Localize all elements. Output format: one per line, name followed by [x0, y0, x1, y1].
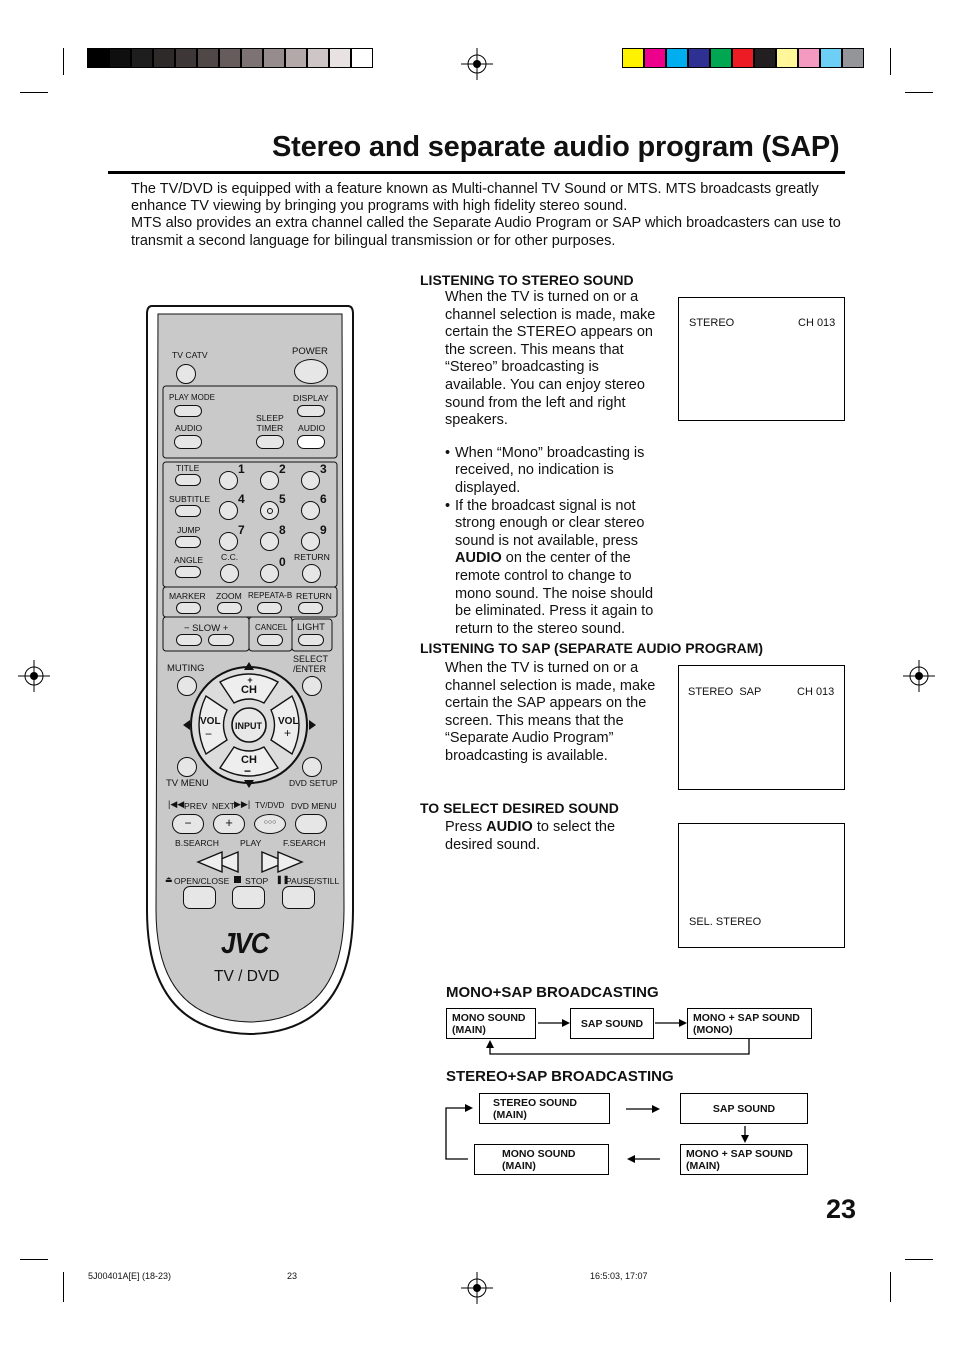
f-search-button[interactable] — [280, 850, 320, 874]
crop-mark — [905, 1259, 933, 1260]
dvd-setup-label: DVD SETUP — [289, 778, 338, 788]
flow-box-mono-sap-sound: MONO + SAP SOUND (MAIN) — [680, 1144, 808, 1175]
gray-swatch — [219, 48, 241, 68]
tv-catv-switch[interactable] — [176, 364, 196, 384]
digit-label: 3 — [320, 462, 327, 476]
crop-mark — [20, 92, 48, 93]
flow-box-mono-sound: MONO SOUND (MAIN) — [446, 1008, 536, 1039]
cc-button[interactable] — [220, 564, 239, 583]
marker-button[interactable] — [176, 602, 201, 614]
vol-down-button[interactable]: − — [205, 727, 213, 741]
return-label: RETURN — [296, 591, 332, 601]
sleep-timer-label: SLEEP TIMER — [256, 413, 284, 433]
display-label: DISPLAY — [293, 393, 329, 403]
registration-mark-icon — [461, 48, 493, 80]
slow-plus-button[interactable] — [208, 634, 234, 646]
return-button[interactable] — [298, 602, 323, 614]
vol-up-label: VOL — [278, 716, 299, 727]
jump-label: JUMP — [177, 525, 201, 535]
slow-minus-button[interactable] — [176, 634, 202, 646]
gray-swatch — [175, 48, 197, 68]
title-rule — [108, 171, 845, 174]
f-search-label: F.SEARCH — [283, 838, 326, 848]
play-label: PLAY — [240, 838, 262, 848]
screen-mode-text: STEREO SAP — [688, 686, 762, 698]
zoom-button[interactable] — [217, 602, 242, 614]
audio-label: AUDIO — [298, 423, 326, 433]
vol-up-button[interactable]: + — [284, 726, 292, 740]
crop-mark — [63, 1272, 64, 1302]
section-heading-select: TO SELECT DESIRED SOUND — [420, 800, 619, 816]
stereo-sap-heading: STEREO+SAP BROADCASTING — [446, 1068, 674, 1085]
color-swatch — [776, 48, 798, 68]
stereo-body: When the TV is turned on or a channel selection is made, make certain the STEREO appears on the screen. This means that “Stereo” broadcasting is available. You can enjoy stereo sound from the left and right speakers. — [445, 289, 656, 429]
page-title: Stereo and separate audio program (SAP) — [272, 131, 840, 163]
digit-label: 1 — [238, 462, 245, 476]
power-label: POWER — [292, 346, 328, 357]
next-label: NEXT — [212, 801, 235, 811]
color-swatch — [644, 48, 666, 68]
audio-center-button[interactable] — [297, 435, 325, 449]
flow-arrows — [440, 1004, 820, 1060]
bullet-text: When “Mono” broadcasting is received, no indication is displayed. — [455, 444, 645, 496]
digit-5-button[interactable] — [260, 501, 279, 520]
angle-button[interactable] — [175, 566, 201, 578]
audio-keyword: AUDIO — [486, 819, 533, 835]
digit-1-button[interactable] — [219, 471, 238, 490]
select-enter-button[interactable] — [302, 676, 322, 696]
power-button[interactable] — [294, 359, 328, 384]
color-swatch — [842, 48, 864, 68]
screen-select-text: SEL. STEREO — [689, 916, 762, 928]
color-swatch — [710, 48, 732, 68]
color-swatch — [798, 48, 820, 68]
marker-label: MARKER — [169, 591, 206, 601]
digit-label: 7 — [238, 523, 245, 537]
digit-label: 8 — [279, 523, 286, 537]
light-button[interactable] — [298, 634, 324, 646]
tv-menu-label: TV MENU — [166, 778, 209, 789]
color-swatch — [820, 48, 842, 68]
sleep-timer-button[interactable] — [256, 435, 284, 449]
color-swatch — [622, 48, 644, 68]
ch-down-button[interactable]: − — [244, 764, 252, 778]
digit-8-button[interactable] — [260, 532, 279, 551]
flow-box-mono-sap-sound: MONO + SAP SOUND (MONO) — [687, 1008, 812, 1039]
digit-label: 4 — [238, 492, 245, 506]
digit-6-button[interactable] — [301, 501, 320, 520]
input-button[interactable]: INPUT — [235, 721, 262, 731]
select-enter-label: SELECT /ENTER — [293, 654, 329, 674]
dvd-setup-button[interactable] — [302, 757, 322, 777]
open-close-button[interactable] — [183, 886, 216, 909]
screen-channel-text: CH 013 — [798, 317, 836, 329]
ch-up-button[interactable]: + — [247, 675, 253, 685]
color-swatch — [666, 48, 688, 68]
gray-swatch — [285, 48, 307, 68]
display-button[interactable] — [297, 405, 325, 417]
digit-4-button[interactable] — [219, 501, 238, 520]
sap-body: When the TV is turned on or a channel selection is made, make certain the SAP appears on the screen. This means that the “Separate Audio Program” broadcasting is available. — [445, 660, 656, 764]
tv-catv-label: TV CATV — [172, 350, 208, 360]
digit-0-button[interactable] — [260, 564, 279, 583]
color-swatch — [754, 48, 776, 68]
select-body-text: to select the desired sound. — [445, 819, 616, 853]
play-button[interactable] — [234, 850, 264, 874]
gray-swatch — [131, 48, 153, 68]
digit-label: 6 — [320, 492, 327, 506]
flow-box-sap-sound: SAP SOUND — [570, 1008, 654, 1039]
muting-button[interactable] — [177, 676, 197, 696]
intro-paragraph: The TV/DVD is equipped with a feature known as Multi-channel TV Sound or MTS. MTS broadcasts greatly enhance TV viewing by bringing you programs with high fidelity stereo sound. — [131, 181, 819, 215]
screen-channel-text: CH 013 — [797, 686, 835, 698]
section-heading-sap: LISTENING TO SAP (SEPARATE AUDIO PROGRAM) — [420, 640, 764, 656]
tv-screen-stereo — [678, 297, 845, 421]
prev-label: PREV — [184, 801, 208, 811]
flow-box-sap-sound: SAP SOUND — [680, 1093, 808, 1124]
footer-timestamp: 16:5:03, 17:07 — [590, 1271, 648, 1281]
title-label: TITLE — [176, 463, 200, 473]
audio-label: AUDIO — [175, 423, 203, 433]
light-label: LIGHT — [297, 622, 325, 633]
intro-paragraph: MTS also provides an extra channel called the Separate Audio Program or SAP which broadcasters can use to transmit a second language for bilingual transmission or for other purposes. — [131, 215, 841, 249]
bullet-text: on the center of the remote control to change to mono sound. The noise should be eliminated. Press it again to return to the stereo sound. — [455, 550, 654, 637]
crop-mark — [890, 48, 891, 75]
intro-text — [131, 181, 843, 250]
return-button[interactable] — [302, 564, 321, 583]
digit-label: 9 — [320, 523, 327, 537]
play-mode-button[interactable] — [174, 405, 202, 417]
next-icon: ▶▶| — [234, 799, 251, 809]
stop-icon — [234, 876, 241, 883]
b-search-button[interactable] — [176, 850, 216, 874]
cancel-label: CANCEL — [255, 623, 288, 632]
pause-still-button[interactable] — [282, 886, 315, 909]
digit-9-button[interactable] — [301, 532, 320, 551]
gray-swatch — [153, 48, 175, 68]
stereo-text — [445, 289, 657, 638]
eject-icon: ⏏ — [165, 875, 173, 884]
play-mode-label: PLAY MODE — [169, 393, 215, 402]
tv-screen-select — [678, 823, 845, 948]
gray-swatch — [307, 48, 329, 68]
tv-dvd-button[interactable]: ○○○ — [254, 814, 286, 834]
repeat-ab-button[interactable] — [257, 602, 282, 614]
digit-2-button[interactable] — [260, 471, 279, 490]
footer-file-id: 5J00401A[E] (18-23) — [88, 1271, 172, 1281]
page-number: 23 — [826, 1194, 857, 1224]
return-label: RETURN — [294, 552, 330, 562]
gray-swatch — [263, 48, 285, 68]
flow-arrows — [440, 1090, 820, 1180]
digit-7-button[interactable] — [219, 532, 238, 551]
zoom-label: ZOOM — [216, 591, 242, 601]
cancel-button[interactable] — [257, 634, 283, 646]
tv-dvd-label: TV/DVD — [255, 801, 285, 810]
vol-down-label: VOL — [200, 716, 221, 727]
next-button[interactable]: + — [213, 814, 245, 834]
jvc-logo: JVC — [221, 926, 269, 960]
dvd-menu-button[interactable] — [295, 814, 327, 834]
subtitle-button[interactable] — [175, 505, 201, 517]
gray-swatch — [197, 48, 219, 68]
model-label: TV / DVD — [214, 968, 280, 985]
mono-sap-heading: MONO+SAP BROADCASTING — [446, 984, 659, 1001]
screen-mode-text: STEREO — [689, 317, 735, 329]
tv-menu-button[interactable] — [177, 757, 197, 777]
crop-mark — [905, 92, 933, 93]
stop-label: STOP — [245, 876, 269, 886]
tv-screen-sap — [678, 665, 845, 790]
digit-label: 0 — [279, 555, 286, 569]
gray-swatch — [351, 48, 373, 68]
title-button[interactable] — [175, 474, 201, 486]
select-body — [445, 819, 645, 854]
pause-icon: ❚❚ — [276, 875, 290, 884]
digit-label: 5 — [279, 492, 286, 506]
prev-icon: |◀◀ — [168, 799, 185, 809]
repeat-ab-label: REPEATA-B — [248, 591, 293, 600]
angle-label: ANGLE — [174, 555, 204, 565]
color-swatch — [732, 48, 754, 68]
bullet-item: • When “Mono” broadcasting is received, no indication is displayed. — [445, 445, 657, 498]
jump-button[interactable] — [175, 536, 201, 548]
digit-label: 2 — [279, 462, 286, 476]
registration-mark-icon — [18, 660, 50, 692]
section-heading-stereo: LISTENING TO STEREO SOUND — [420, 272, 634, 288]
stop-button[interactable] — [232, 886, 265, 909]
bullet-item: • If the broadcast signal is not strong enough or clear stereo sound is not available, press AUDIO on the center of the remote control to change to mono sound. The noise should be eliminated. Press it again to return to the stereo sound. — [445, 497, 654, 637]
registration-mark-icon — [461, 1272, 493, 1304]
slow-label: − SLOW + — [184, 623, 229, 634]
flow-box-mono-sound: MONO SOUND (MAIN) — [474, 1144, 609, 1175]
gray-swatch — [87, 48, 109, 68]
open-close-label: OPEN/CLOSE — [174, 876, 230, 886]
prev-button[interactable]: − — [172, 814, 204, 834]
select-body-text: Press — [445, 819, 487, 835]
gray-swatch — [109, 48, 131, 68]
flow-box-stereo-sound: STEREO SOUND (MAIN) — [479, 1093, 610, 1124]
subtitle-label: SUBTITLE — [169, 494, 211, 504]
audio-keyword: AUDIO — [455, 550, 502, 567]
ch-down-label: CH — [241, 754, 257, 766]
audio-button[interactable] — [174, 435, 202, 449]
b-search-label: B.SEARCH — [175, 838, 219, 848]
registration-mark-icon — [903, 660, 935, 692]
color-swatch — [688, 48, 710, 68]
muting-label: MUTING — [167, 663, 205, 674]
crop-mark — [20, 1259, 48, 1260]
gray-swatch — [241, 48, 263, 68]
crop-mark — [63, 48, 64, 75]
dvd-menu-label: DVD MENU — [291, 801, 337, 811]
digit-3-button[interactable] — [301, 471, 320, 490]
footer-page: 23 — [287, 1271, 298, 1281]
ch-up-label: CH — [241, 684, 257, 696]
gray-swatch — [329, 48, 351, 68]
crop-mark — [890, 1272, 891, 1302]
cc-label: C.C. — [221, 552, 239, 562]
bullet-text: If the broadcast signal is not strong enough or clear stereo sound is not available, press — [455, 497, 645, 549]
pause-still-label: PAUSE/STILL — [286, 876, 340, 886]
